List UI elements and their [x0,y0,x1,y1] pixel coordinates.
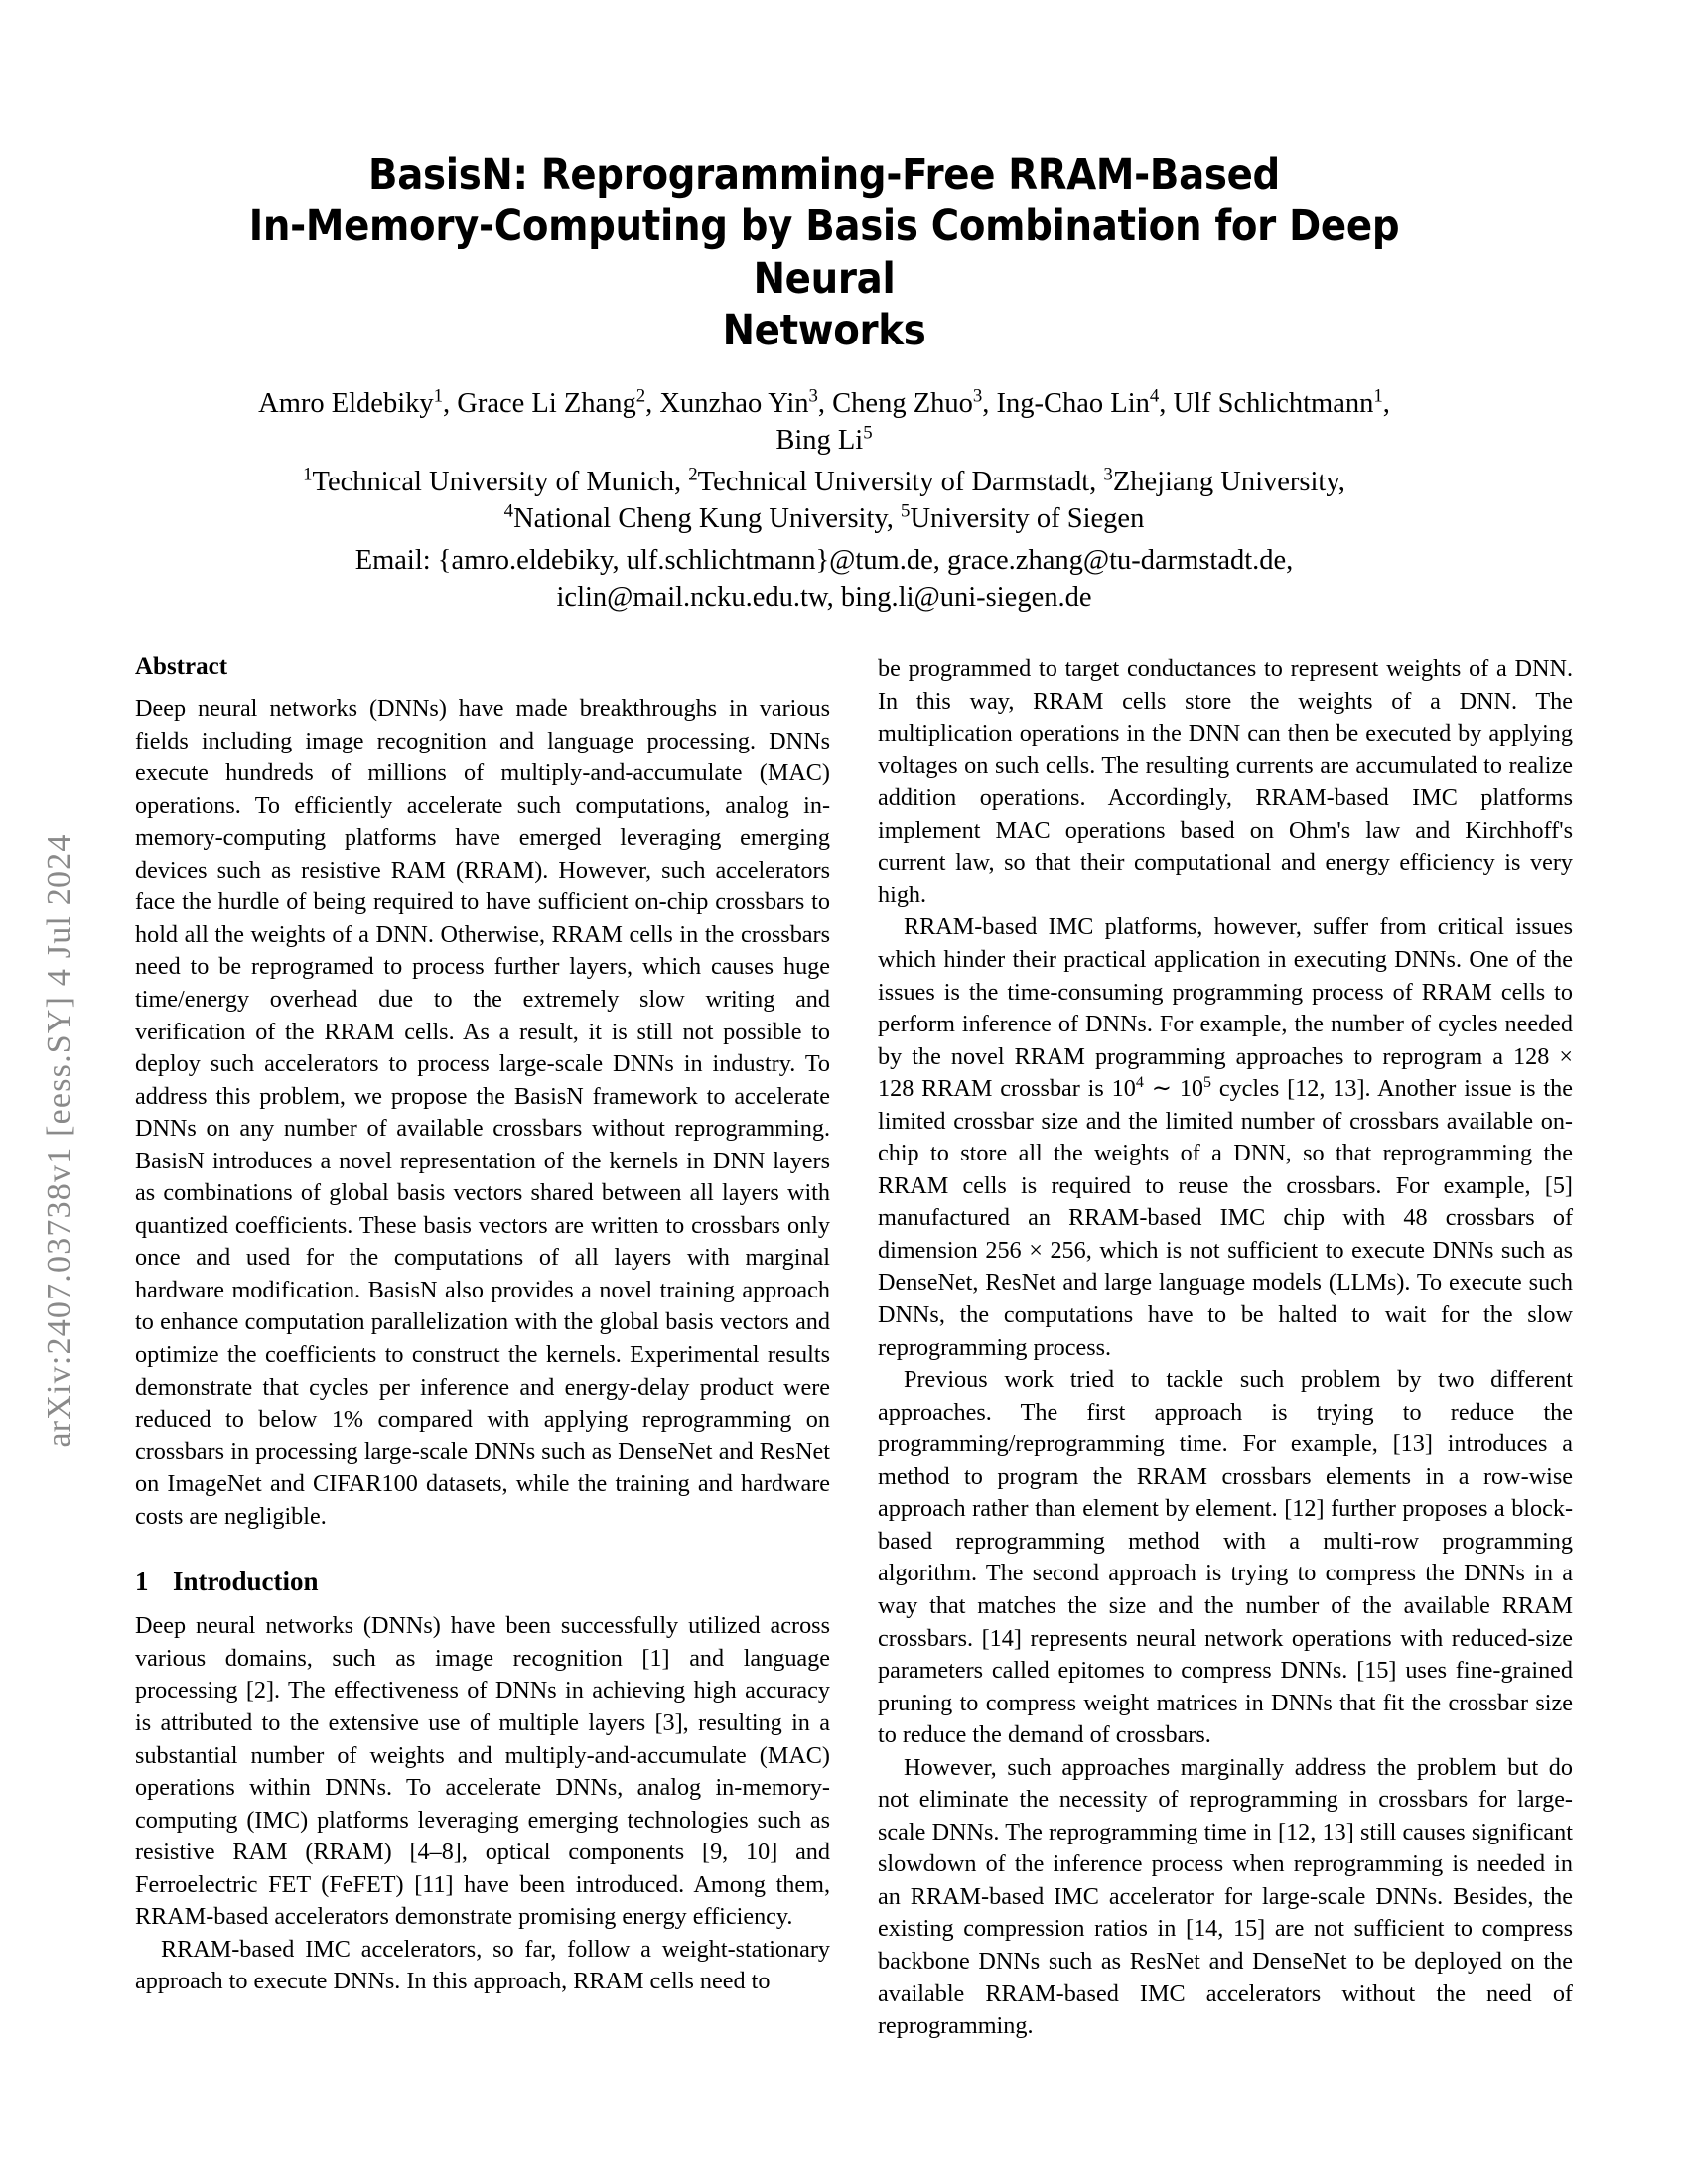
intro-paragraph-1: Deep neural networks (DNNs) have been successfully utilized across various domains, such as image recognition [1] and language processing [2]. The effectiveness of DNNs in achieving high accuracy is attributed to the extensive use of multiple layers [3], resulting in a substantial number of weights and multiply-and-accumulate (MAC) operations within DNNs. To accelerate DNNs, analog in-memory-computing (IMC) platforms leveraging emerging technologies such as resistive RAM (RRAM) [4–8], optical components [9, 10] and Ferroelectric FET (FeFET) [11] have been introduced. Among them, RRAM-based accelerators demonstrate promising energy efficiency. [135,1612,830,1931]
affiliation-marker: 5 [863,422,873,444]
affiliation-marker: 4 [1149,385,1160,407]
affiliation-marker: 3 [972,385,983,407]
right-paragraph-2: RRAM-based IMC platforms, however, suffer from critical issues which hinder their practical application in executing DNNs. One of the issues is the time-consuming programming process of RRAM cells to perform inference of DNNs. For example, the number of cycles needed by the novel RRAM programming approaches to reprogram a 128 × 128 RRAM crossbar is $10^4$ ∼ $10^5$ cycles [12, 13]. Another issue is the limited crossbar size and the limited number of crossbars available on-chip to store all the weights of a DNN, so that reprogramming the RRAM cells is required to reuse the crossbars. For example, [5] manufactured an RRAM-based IMC chip with 48 crossbars of dimension 256 × 256, which is not sufficient to execute DNNs such as DenseNet, ResNet and large language models (LLMs). To execute such DNNs, the computations have to be halted to wait for the slow reprogramming process. [878,913,1573,1361]
affiliation-marker: 2 [635,385,646,407]
title-block [248,0,1400,615]
section-heading-introduction [135,1567,830,1597]
email-list [248,542,1400,615]
section-title: Introduction [173,1567,319,1597]
paper-page [119,0,1688,2184]
affiliation-list [248,464,1400,537]
arxiv-stamp-text: arXiv:2407.03738v1 [eess.SY] 4 Jul 2024 [41,833,77,1448]
affiliation-marker: 4 [503,500,514,522]
exponent: 4 [1135,1074,1144,1092]
author-line-1: Amro Eldebiky$^1$, Grace Li Zhang$^2$, Xunzhao Yin$^3$, Cheng Zhuo$^3$, Ing-Chao Lin$^4$, Ulf Schlichtmann$^1$, [258,385,1390,419]
section-number: 1 [135,1567,149,1597]
two-column-body [119,653,1688,2043]
right-paragraph-1: be programmed to target conductances to represent weights of a DNN. In this way, RRAM cells store the weights of a DNN. The multiplication operations in the DNN can then be executed by applying voltages on such cells. The resulting currents are accumulated to realize addition operations. Accordingly, RRAM-based IMC platforms implement MAC operations based on Ohm's law and Kirchhoff's current law, so that their computational and energy efficiency is very high. [878,655,1573,908]
arxiv-stamp [0,0,119,2184]
affiliation-line-1: $^1$Technical University of Munich, $^2$Technical University of Darmstadt, $^3$Zhejiang University, [303,464,1345,497]
email-line-2: iclin@mail.ncku.edu.tw, bing.li@uni-siegen.de [556,582,1092,614]
right-paragraph-3: Previous work tried to tackle such problem by two different approaches. The first approach is trying to reduce the programming/reprogramming time. For example, [13] introduces a method to program the RRAM crossbars elements in a row-wise approach rather than element by element. [12] further proposes a block-based reprogramming method with a multi-row programming algorithm. The second approach is trying to compress the DNNs in a way that matches the size and the number of the available RRAM crossbars. [14] represents neural network operations with reduced-size parameters called epitomes to compress DNNs. [15] uses fine-grained pruning to compress weight matrices in DNNs that fit the crossbar size to reduce the demand of crossbars. [878,1366,1573,1749]
intro-paragraph-2: RRAM-based IMC accelerators, so far, follow a weight-stationary approach to execute DNNs. In this approach, RRAM cells need to [135,1935,830,1995]
author-list [248,385,1400,459]
affiliation-marker: 3 [808,385,818,407]
title-line-1: BasisN: Reprogramming-Free RRAM-Based [368,150,1280,200]
left-column [135,653,830,2043]
abstract-heading: Abstract [135,653,228,681]
page-title [248,149,1400,357]
affiliation-marker: 1 [433,385,444,407]
affiliation-marker: 3 [1103,464,1113,485]
email-line-1: Email: {amro.eldebiky, ulf.schlichtmann}@tum.de, grace.zhang@tu-darmstadt.de, [354,545,1294,576]
right-paragraph-4: However, such approaches marginally address the problem but do not eliminate the necessity of reprogramming in crossbars for large-scale DNNs. The reprogramming time in [12, 13] still causes significant slowdown of the inference process when reprogramming is needed in an RRAM-based IMC accelerator for large-scale DNNs. Besides, the existing compression ratios in [14, 15] are not sufficient to compress backbone DNNs such as ResNet and DenseNet to be deployed on the available RRAM-based IMC accelerators without the need of reprogramming. [878,1753,1573,2040]
affiliation-marker: 5 [901,500,911,522]
abstract-text: Deep neural networks (DNNs) have made breakthroughs in various fields including image recognition and language processing. DNNs execute hundreds of millions of multiply-and-accumulate (MAC) operations. To efficiently accelerate such computations, analog in-memory-computing platforms have emerged leveraging emerging devices such as resistive RAM (RRAM). However, such accelerators face the hurdle of being required to have sufficient on-chip crossbars to hold all the weights of a DNN. Otherwise, RRAM cells in the crossbars need to be reprogramed to process further layers, which causes huge time/energy overhead due to the extremely slow writing and verification of the RRAM cells. As a result, it is still not possible to deploy such accelerators to process large-scale DNNs in industry. To address this problem, we propose the BasisN framework to accelerate DNNs on any number of available crossbars without reprogramming. BasisN introduces a novel representation of the kernels in DNN layers as combinations of global basis vectors shared between all layers with quantized coefficients. These basis vectors are written to crossbars only once and used for the computations of all layers with marginal hardware modification. BasisN also provides a novel training approach to enhance computation parallelization with the global basis vectors and optimize the coefficients to construct the kernels. Experimental results demonstrate that cycles per inference and energy-delay product were reduced to below 1% compared with applying reprogramming on crossbars in processing large-scale DNNs such as DenseNet and ResNet on ImageNet and CIFAR100 datasets, while the training and hardware costs are negligible. [135,695,830,1530]
affiliation-line-2: $^4$National Cheng Kung University, $^5$University of Siegen [503,500,1145,534]
affiliation-marker: 1 [303,464,313,485]
affiliation-marker: 2 [688,464,698,485]
title-line-3: Networks [722,306,926,356]
exponent: 5 [1203,1074,1211,1092]
affiliation-marker: 1 [1373,385,1383,407]
title-line-2: In-Memory-Computing by Basis Combination for Deep Neural [248,202,1400,304]
right-column [878,653,1573,2043]
author-line-2: Bing Li$^5$ [775,422,873,456]
